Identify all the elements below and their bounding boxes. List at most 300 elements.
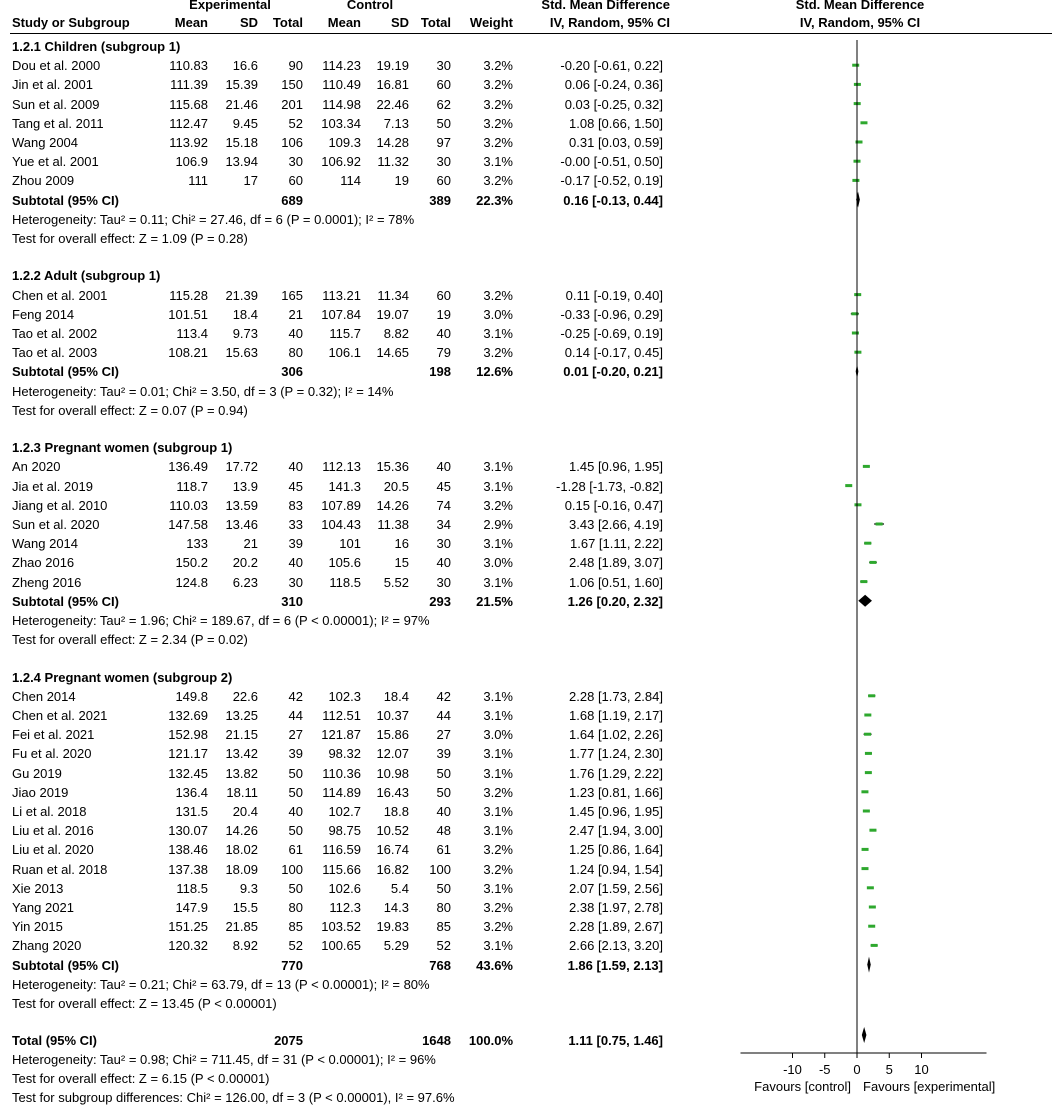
study-name: Sun et al. 2009: [12, 96, 100, 112]
study-name: Yang 2021: [12, 900, 74, 915]
study-name: Yin 2015: [12, 919, 63, 935]
sd-exp: 18.4: [232, 306, 258, 322]
total-exp: 106: [281, 135, 303, 150]
sd-ctrl: 14.26: [376, 497, 409, 513]
total-exp: 50: [288, 765, 303, 781]
mean-exp: 108.21: [168, 345, 208, 361]
mean-ctrl: 110.49: [322, 77, 361, 93]
total-ctrl: 30: [436, 154, 451, 170]
total-exp: 52: [288, 938, 303, 954]
smd-ci: 0.31 [0.03, 0.59]: [569, 135, 663, 150]
study-name: An 2020: [12, 459, 61, 475]
sd-ctrl: 15.36: [376, 459, 409, 475]
sd-exp-header: SD: [239, 15, 258, 30]
sd-ctrl: 14.65: [376, 345, 409, 361]
total-ctrl: 50: [436, 880, 451, 896]
sd-ctrl: 5.29: [383, 938, 409, 954]
total-exp: 39: [288, 536, 303, 552]
total-exp: 40: [288, 459, 303, 475]
total-ctrl: 80: [436, 900, 451, 915]
mean-exp: 113.4: [176, 326, 208, 341]
study-point-estimate: [865, 771, 872, 774]
study-name: Tao et al. 2003: [12, 345, 98, 361]
weight: 3.1%: [483, 154, 513, 170]
total-exp-header: Total: [272, 15, 303, 30]
study-point-estimate: [863, 465, 870, 468]
weight: 3.2%: [483, 497, 513, 513]
total-exp: 90: [288, 58, 303, 74]
mean-exp: 101.51: [168, 306, 208, 322]
weight: 3.2%: [483, 115, 513, 131]
total-exp: 50: [288, 784, 303, 800]
sd-exp: 13.42: [225, 746, 258, 762]
control-group-header: Control: [346, 0, 394, 12]
study-name: Liu et al. 2020: [12, 842, 94, 858]
weight: 3.2%: [483, 173, 513, 189]
mean-ctrl: 115.7: [329, 326, 361, 341]
mean-exp: 136.4: [175, 784, 208, 800]
study-name: Jiang et al. 2010: [12, 497, 108, 513]
total-weight: 100.0%: [468, 1033, 513, 1048]
subgroup-heterogeneity: Heterogeneity: Tau² = 1.96; Chi² = 189.67, df = 6 (P < 0.00001); I² = 97%: [12, 613, 430, 628]
mean-ctrl: 113.21: [322, 287, 361, 303]
smd-ci: 2.47 [1.94, 3.00]: [569, 823, 663, 839]
study-point-estimate: [860, 580, 867, 583]
sd-exp: 9.3: [239, 880, 258, 896]
subgroup-overall-test: Test for overall effect: Z = 1.09 (P = 0.28): [12, 231, 248, 246]
study-column-header: Study or Subgroup: [12, 15, 130, 30]
total-ctrl: 79: [436, 345, 451, 361]
sd-ctrl: 19.19: [376, 58, 409, 74]
study-point-estimate: [876, 523, 883, 526]
total-ctrl: 39: [436, 746, 451, 762]
subtotal-total-exp: 306: [281, 364, 303, 380]
mean-exp: 121.17: [168, 746, 208, 762]
x-tick-label: 10: [914, 1062, 929, 1077]
total-ctrl: 97: [436, 135, 451, 150]
subtotal-smd-ci: 0.01 [-0.20, 0.21]: [563, 364, 663, 380]
sd-exp: 13.9: [232, 478, 258, 494]
sd-ctrl-header: SD: [390, 15, 409, 30]
smd-ci: -0.17 [-0.52, 0.19]: [560, 173, 663, 189]
study-point-estimate: [869, 561, 876, 564]
study-name: Li et al. 2018: [12, 804, 87, 819]
subgroup-differences-test: Test for subgroup differences: Chi² = 126.00, df = 3 (P < 0.00001), I² = 97.6%: [12, 1090, 455, 1105]
subtotal-total-ctrl: 768: [429, 957, 451, 973]
total-ctrl: 60: [436, 173, 451, 189]
sd-exp: 13.82: [225, 765, 258, 781]
subgroup-heterogeneity: Heterogeneity: Tau² = 0.01; Chi² = 3.50, df = 3 (P = 0.32); I² = 14%: [12, 383, 394, 399]
study-name: Tao et al. 2002: [12, 326, 98, 341]
smd-ci: 1.23 [0.81, 1.66]: [569, 784, 663, 800]
sd-exp: 13.59: [225, 497, 258, 513]
weight: 3.1%: [483, 746, 513, 762]
mean-ctrl: 116.59: [322, 842, 361, 858]
subtotal-label: Subtotal (95% CI): [12, 364, 119, 380]
weight: 3.2%: [483, 77, 513, 93]
sd-ctrl: 11.38: [377, 517, 409, 532]
study-name: Zheng 2016: [12, 574, 82, 590]
smd-ci: -0.00 [-0.51, 0.50]: [560, 154, 663, 170]
mean-ctrl: 102.7: [328, 804, 361, 819]
sd-ctrl: 15.86: [376, 727, 409, 743]
mean-ctrl: 102.6: [328, 880, 361, 896]
sd-exp: 15.18: [225, 135, 258, 150]
weight: 3.2%: [483, 919, 513, 935]
mean-ctrl: 100.65: [321, 938, 361, 954]
subtotal-weight: 43.6%: [476, 957, 513, 973]
mean-ctrl: 118.5: [329, 574, 361, 590]
weight: 3.2%: [483, 135, 513, 150]
mean-exp: 137.38: [168, 861, 208, 877]
subgroup-title: 1.2.1 Children (subgroup 1): [12, 39, 181, 54]
subtotal-label: Subtotal (95% CI): [12, 192, 119, 208]
subtotal-total-exp: 310: [281, 593, 303, 609]
sd-ctrl: 18.4: [383, 688, 409, 704]
total-ctrl: 19: [436, 306, 451, 322]
total-total-ctrl: 1648: [422, 1033, 451, 1048]
mean-ctrl: 114.89: [322, 784, 361, 800]
total-ctrl: 50: [436, 784, 451, 800]
mean-exp: 147.9: [175, 900, 208, 915]
weight: 3.2%: [483, 287, 513, 303]
sd-exp: 15.5: [232, 900, 258, 915]
total-ctrl: 60: [436, 77, 451, 93]
subtotal-weight: 12.6%: [476, 364, 513, 380]
weight: 3.1%: [483, 688, 513, 704]
mean-exp: 115.28: [169, 287, 208, 303]
subtotal-smd-ci: 1.26 [0.20, 2.32]: [567, 593, 663, 609]
total-ctrl: 48: [436, 823, 451, 839]
total-ctrl: 40: [436, 804, 451, 819]
study-name: Sun et al. 2020: [12, 517, 100, 532]
study-name: Chen 2014: [12, 688, 76, 704]
total-exp: 80: [288, 900, 303, 915]
total-exp: 201: [281, 96, 303, 112]
study-point-estimate: [852, 179, 859, 182]
total-ctrl: 62: [436, 96, 451, 112]
mean-ctrl: 106.1: [328, 345, 361, 361]
total-exp: 44: [288, 708, 303, 723]
subtotal-smd-ci: 1.86 [1.59, 2.13]: [567, 957, 663, 973]
study-name: Liu et al. 2016: [12, 823, 94, 839]
total-exp: 85: [288, 919, 303, 935]
subtotal-weight: 22.3%: [476, 192, 513, 208]
mean-exp: 118.7: [176, 478, 208, 494]
total-exp: 42: [288, 688, 303, 704]
mean-exp: 111: [188, 173, 208, 189]
study-point-estimate: [868, 925, 875, 928]
mean-exp: 131.5: [175, 804, 208, 819]
subgroup-heterogeneity: Heterogeneity: Tau² = 0.21; Chi² = 63.79, df = 13 (P < 0.00001); I² = 80%: [12, 976, 430, 992]
favours-experimental-label: Favours [experimental]: [863, 1079, 996, 1094]
sd-ctrl: 19: [394, 173, 409, 189]
mean-ctrl: 98.75: [328, 823, 361, 839]
sd-exp: 18.09: [225, 861, 258, 877]
sd-ctrl: 14.3: [383, 900, 409, 915]
study-name: Feng 2014: [12, 306, 75, 322]
smd-ci: 2.48 [1.89, 3.07]: [569, 555, 663, 571]
smd-ci: 0.14 [-0.17, 0.45]: [564, 345, 663, 361]
sd-ctrl: 8.82: [383, 326, 409, 341]
mean-ctrl: 141.3: [328, 478, 361, 494]
mean-exp: 124.8: [175, 574, 208, 590]
plot-column-header: Std. Mean Difference: [795, 0, 925, 12]
total-exp: 165: [281, 287, 303, 303]
study-name: Jia et al. 2019: [12, 478, 93, 494]
subtotal-total-exp: 689: [281, 192, 303, 208]
total-exp: 30: [288, 154, 303, 170]
x-tick-label: 5: [885, 1062, 893, 1077]
weight: 3.0%: [483, 555, 513, 571]
subgroup-title: 1.2.4 Pregnant women (subgroup 2): [12, 669, 233, 685]
study-name: Dou et al. 2000: [12, 58, 101, 74]
smd-ci: 1.45 [0.96, 1.95]: [569, 459, 663, 475]
sd-ctrl: 18.8: [383, 804, 409, 819]
sd-ctrl: 19.07: [376, 306, 409, 322]
sd-ctrl: 12.07: [376, 746, 409, 762]
mean-ctrl: 102.3: [328, 688, 361, 704]
mean-ctrl: 121.87: [321, 727, 361, 743]
sd-exp: 17.72: [225, 459, 258, 475]
total-exp: 61: [288, 842, 303, 858]
weight: 3.1%: [483, 478, 513, 494]
smd-ci: 1.45 [0.96, 1.95]: [569, 804, 663, 819]
total-ctrl: 40: [436, 326, 451, 341]
total-exp: 50: [288, 880, 303, 896]
study-point-estimate: [871, 944, 878, 947]
sd-ctrl: 11.32: [377, 154, 409, 170]
study-point-estimate: [861, 867, 868, 870]
sd-exp: 9.45: [232, 115, 258, 131]
mean-exp: 130.07: [168, 823, 208, 839]
mean-ctrl: 107.89: [321, 497, 361, 513]
study-name: Wang 2014: [12, 536, 79, 552]
total-label: Total (95% CI): [12, 1033, 97, 1048]
study-point-estimate: [864, 733, 871, 736]
weight: 3.2%: [483, 861, 513, 877]
study-name: Chen et al. 2001: [12, 287, 108, 303]
total-exp: 83: [288, 497, 303, 513]
mean-ctrl: 112.13: [322, 459, 361, 475]
total-exp: 52: [288, 115, 303, 131]
subtotal-weight: 21.5%: [476, 593, 513, 609]
study-name: Fu et al. 2020: [12, 746, 92, 762]
mean-ctrl: 107.84: [321, 306, 361, 322]
sd-exp: 17: [243, 173, 258, 189]
subtotal-total-ctrl: 198: [429, 364, 451, 380]
total-heterogeneity: Heterogeneity: Tau² = 0.98; Chi² = 711.45, df = 31 (P < 0.00001); I² = 96%: [12, 1052, 436, 1067]
study-name: Fei et al. 2021: [12, 727, 95, 743]
study-name: Yue et al. 2001: [12, 154, 99, 170]
sd-exp: 6.23: [232, 574, 258, 590]
sd-exp: 18.11: [226, 784, 258, 800]
mean-exp: 115.68: [169, 96, 208, 112]
total-exp: 60: [288, 173, 303, 189]
smd-ci: 0.03 [-0.25, 0.32]: [564, 96, 663, 112]
study-point-estimate: [869, 829, 876, 832]
sd-exp: 16.6: [232, 58, 258, 74]
mean-exp: 110.83: [169, 58, 208, 74]
mean-ctrl: 98.32: [328, 746, 361, 762]
method-header: IV, Random, 95% CI: [549, 15, 670, 30]
mean-exp: 118.5: [176, 880, 208, 896]
sd-ctrl: 16: [394, 536, 409, 552]
total-ctrl-header: Total: [420, 15, 451, 30]
smd-ci: -0.20 [-0.61, 0.22]: [560, 58, 663, 74]
total-exp: 50: [288, 823, 303, 839]
weight: 3.1%: [483, 823, 513, 839]
total-exp: 27: [288, 727, 303, 743]
total-ctrl: 74: [436, 497, 451, 513]
sd-exp: 13.25: [225, 708, 258, 723]
weight: 3.2%: [483, 58, 513, 74]
mean-ctrl: 114.23: [322, 58, 361, 74]
mean-exp: 136.49: [168, 459, 208, 475]
favours-control-label: Favours [control]: [754, 1079, 851, 1094]
smd-ci: 2.07 [1.59, 2.56]: [569, 880, 663, 896]
mean-ctrl: 109.3: [328, 135, 361, 150]
study-point-estimate: [852, 64, 859, 67]
study-point-estimate: [861, 790, 868, 793]
smd-ci: -0.33 [-0.96, 0.29]: [560, 306, 663, 322]
study-name: Wang 2004: [12, 135, 79, 150]
study-point-estimate: [869, 906, 876, 909]
study-point-estimate: [845, 484, 852, 487]
sd-ctrl: 10.52: [376, 823, 409, 839]
sd-exp: 15.63: [225, 345, 258, 361]
study-name: Zhou 2009: [12, 173, 75, 189]
total-exp: 45: [288, 478, 303, 494]
sd-exp: 21.46: [225, 96, 258, 112]
subtotal-label: Subtotal (95% CI): [12, 593, 119, 609]
mean-exp: 138.46: [168, 842, 208, 858]
smd-ci: 1.64 [1.02, 2.26]: [569, 727, 663, 743]
sd-ctrl: 7.13: [383, 115, 409, 131]
weight: 3.2%: [483, 96, 513, 112]
sd-ctrl: 19.83: [376, 919, 409, 935]
study-name: Ruan et al. 2018: [12, 861, 108, 877]
mean-exp: 147.58: [168, 517, 208, 532]
mean-exp: 149.8: [175, 688, 208, 704]
sd-ctrl: 16.81: [376, 77, 409, 93]
total-exp: 40: [288, 326, 303, 341]
smd-ci: 2.66 [2.13, 3.20]: [569, 938, 663, 954]
subtotal-total-exp: 770: [281, 957, 303, 973]
mean-ctrl: 114.98: [322, 96, 361, 112]
total-ctrl: 44: [436, 708, 451, 723]
smd-ci: 0.15 [-0.16, 0.47]: [564, 497, 663, 513]
x-tick-label: 0: [853, 1062, 861, 1077]
weight: 3.2%: [483, 784, 513, 800]
sd-exp: 15.39: [225, 77, 258, 93]
x-tick-label: -10: [783, 1062, 802, 1077]
smd-ci: 2.38 [1.97, 2.78]: [569, 900, 663, 915]
study-name: Tang et al. 2011: [12, 115, 104, 131]
weight: 3.2%: [483, 345, 513, 361]
total-ctrl: 61: [436, 842, 451, 858]
sd-ctrl: 16.43: [376, 784, 409, 800]
mean-ctrl: 112.51: [322, 708, 361, 723]
smd-ci: 1.06 [0.51, 1.60]: [569, 574, 663, 590]
smd-ci: 2.28 [1.73, 2.84]: [569, 688, 663, 704]
total-ctrl: 34: [436, 517, 451, 532]
subtotal-diamond: [858, 595, 872, 607]
weight: 3.1%: [483, 574, 513, 590]
x-tick-label: -5: [818, 1062, 831, 1077]
weight: 3.1%: [483, 326, 513, 341]
smd-column-header: Std. Mean Difference: [541, 0, 670, 12]
sd-exp: 13.94: [225, 154, 258, 170]
mean-exp: 150.2: [175, 555, 208, 571]
sd-exp: 13.46: [225, 517, 258, 532]
weight: 3.1%: [483, 708, 513, 723]
mean-ctrl: 112.3: [329, 900, 361, 915]
mean-exp: 151.25: [168, 919, 208, 935]
total-total-exp: 2075: [274, 1033, 303, 1048]
weight-header: Weight: [469, 15, 513, 30]
total-overall-test: Test for overall effect: Z = 6.15 (P < 0.00001): [12, 1071, 270, 1086]
weight: 3.2%: [483, 900, 513, 915]
sd-ctrl: 20.5: [383, 478, 409, 494]
mean-ctrl: 103.52: [321, 919, 361, 935]
total-ctrl: 50: [436, 765, 451, 781]
mean-exp: 113.92: [169, 135, 208, 150]
weight: 3.1%: [483, 765, 513, 781]
sd-exp: 22.6: [232, 688, 258, 704]
mean-ctrl: 105.6: [328, 555, 361, 571]
subgroup-overall-test: Test for overall effect: Z = 0.07 (P = 0.94): [12, 402, 248, 418]
subgroup-heterogeneity: Heterogeneity: Tau² = 0.11; Chi² = 27.46, df = 6 (P = 0.0001); I² = 78%: [12, 211, 415, 227]
total-ctrl: 50: [436, 115, 451, 131]
study-point-estimate: [854, 503, 861, 506]
study-point-estimate: [868, 694, 875, 697]
mean-exp: 112.47: [169, 115, 208, 131]
subgroup-title: 1.2.3 Pregnant women (subgroup 1): [12, 440, 233, 456]
smd-ci: -0.25 [-0.69, 0.19]: [560, 326, 663, 341]
study-point-estimate: [864, 542, 871, 545]
total-exp: 150: [281, 77, 303, 93]
smd-ci: 1.76 [1.29, 2.22]: [569, 765, 663, 781]
plot-method-header: IV, Random, 95% CI: [799, 15, 921, 30]
smd-ci: 1.67 [1.11, 2.22]: [570, 536, 663, 552]
mean-ctrl: 104.43: [321, 517, 361, 532]
sd-ctrl: 5.4: [390, 880, 409, 896]
mean-ctrl: 115.66: [322, 861, 361, 877]
sd-exp: 14.26: [225, 823, 258, 839]
mean-exp: 106.9: [175, 154, 208, 170]
sd-ctrl: 10.37: [376, 708, 409, 723]
weight: 3.0%: [483, 727, 513, 743]
sd-ctrl: 15: [394, 555, 409, 571]
total-ctrl: 40: [436, 555, 451, 571]
total-diamond: [862, 1027, 867, 1043]
weight: 3.1%: [483, 459, 513, 475]
study-point-estimate: [854, 293, 861, 296]
sd-ctrl: 16.82: [376, 861, 409, 877]
mean-ctrl-header: Mean: [327, 15, 361, 30]
sd-ctrl: 22.46: [376, 96, 409, 112]
weight: 3.2%: [483, 842, 513, 858]
sd-exp: 20.4: [232, 804, 258, 819]
subtotal-label: Subtotal (95% CI): [12, 957, 119, 973]
sd-exp: 9.73: [232, 326, 258, 341]
mean-exp: 110.03: [169, 497, 208, 513]
total-ctrl: 85: [436, 919, 451, 935]
total-ctrl: 30: [436, 58, 451, 74]
study-point-estimate: [854, 351, 861, 354]
subgroup-overall-test: Test for overall effect: Z = 13.45 (P < 0.00001): [12, 996, 277, 1011]
